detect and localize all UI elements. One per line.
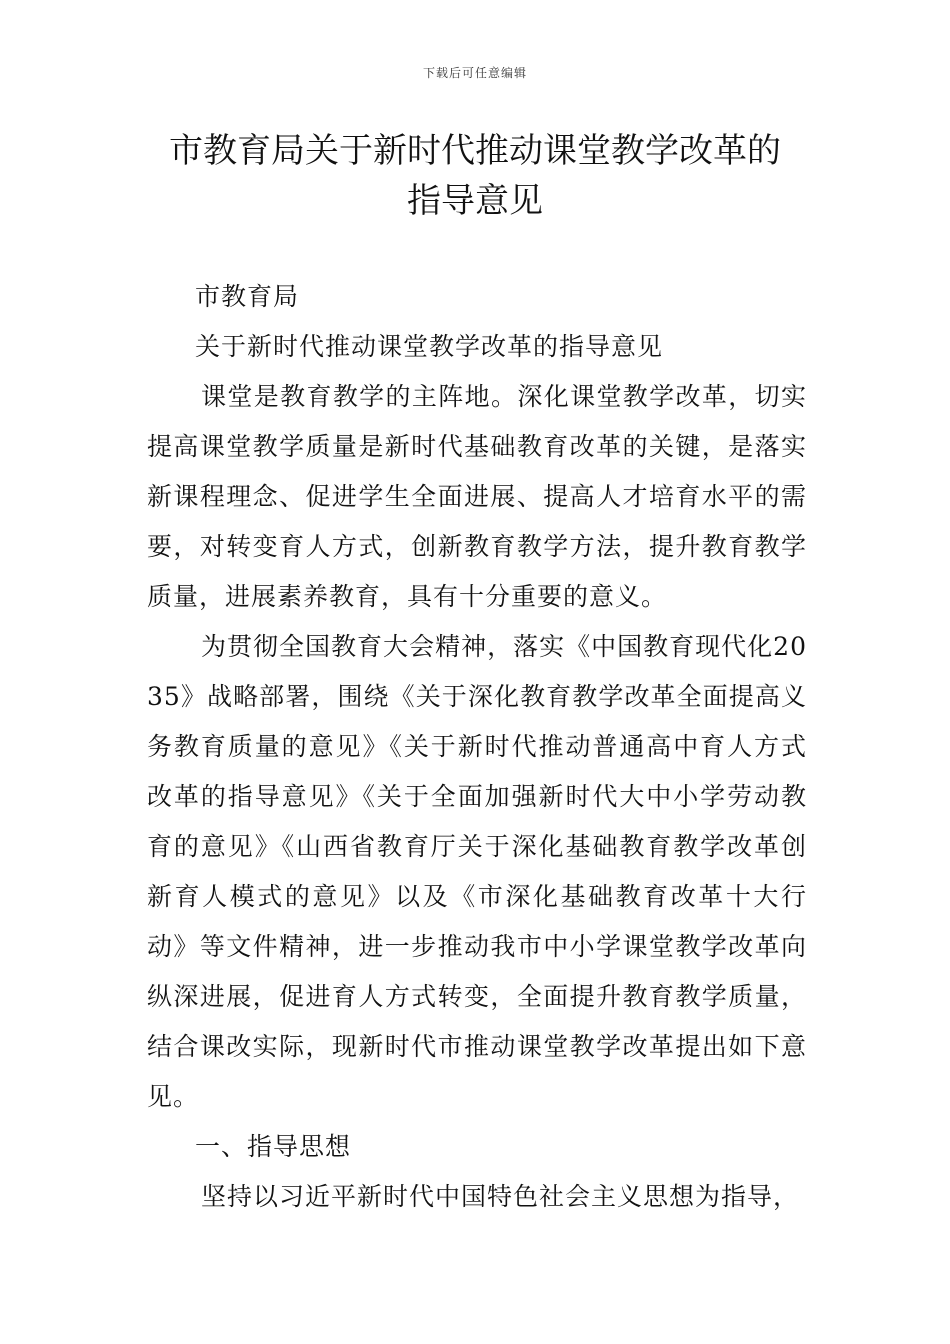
paragraph-3: 坚持以习近平新时代中国特色社会主义思想为指导， [201,1182,800,1211]
paragraph-2: 为贯彻全国教育大会精神，落实《中国教育现代化2035》战略部署，围绕《关于深化教育教学改革全面提高义务教育质量的意见》《关于新时代推动普通高中育人方式改革的指导意见》《关于全面加强新时代大中小学劳动教育的意见》《山西省教育厅关于深化基础教育教学改革创新育人模式的意见》以及《市深化基础教育改革十大行动》等文件精神，进一步推动我市中小学课堂教学改革向纵深进展，促进育人方式转变，全面提升教育教学质量，结合课改实际，现新时代市推动课堂教学改革提出如下意见。 [147,632,807,1111]
paragraph-1: 课堂是教育教学的主阵地。深化课堂教学改革，切实提高课堂教学质量是新时代基础教育改革的关键，是落实新课程理念、促进学生全面进展、提高人才培育水平的需要，对转变育人方式，创新教育教学方法，提升教育教学质量，进展素养教育，具有十分重要的意义。 [147,382,807,611]
title-line-2: 指导意见 [407,181,543,221]
title-line-1: 市教育局关于新时代推动课堂教学改革的 [169,131,781,171]
document-title [95,126,855,226]
issuer-line: 市教育局 [195,282,300,311]
document-body [147,272,807,1222]
section-heading-1: 一、指导思想 [195,1132,352,1161]
header-note: 下载后可任意编辑 [422,66,527,80]
subtitle-line: 关于新时代推动课堂教学改革的指导意见 [195,332,664,361]
